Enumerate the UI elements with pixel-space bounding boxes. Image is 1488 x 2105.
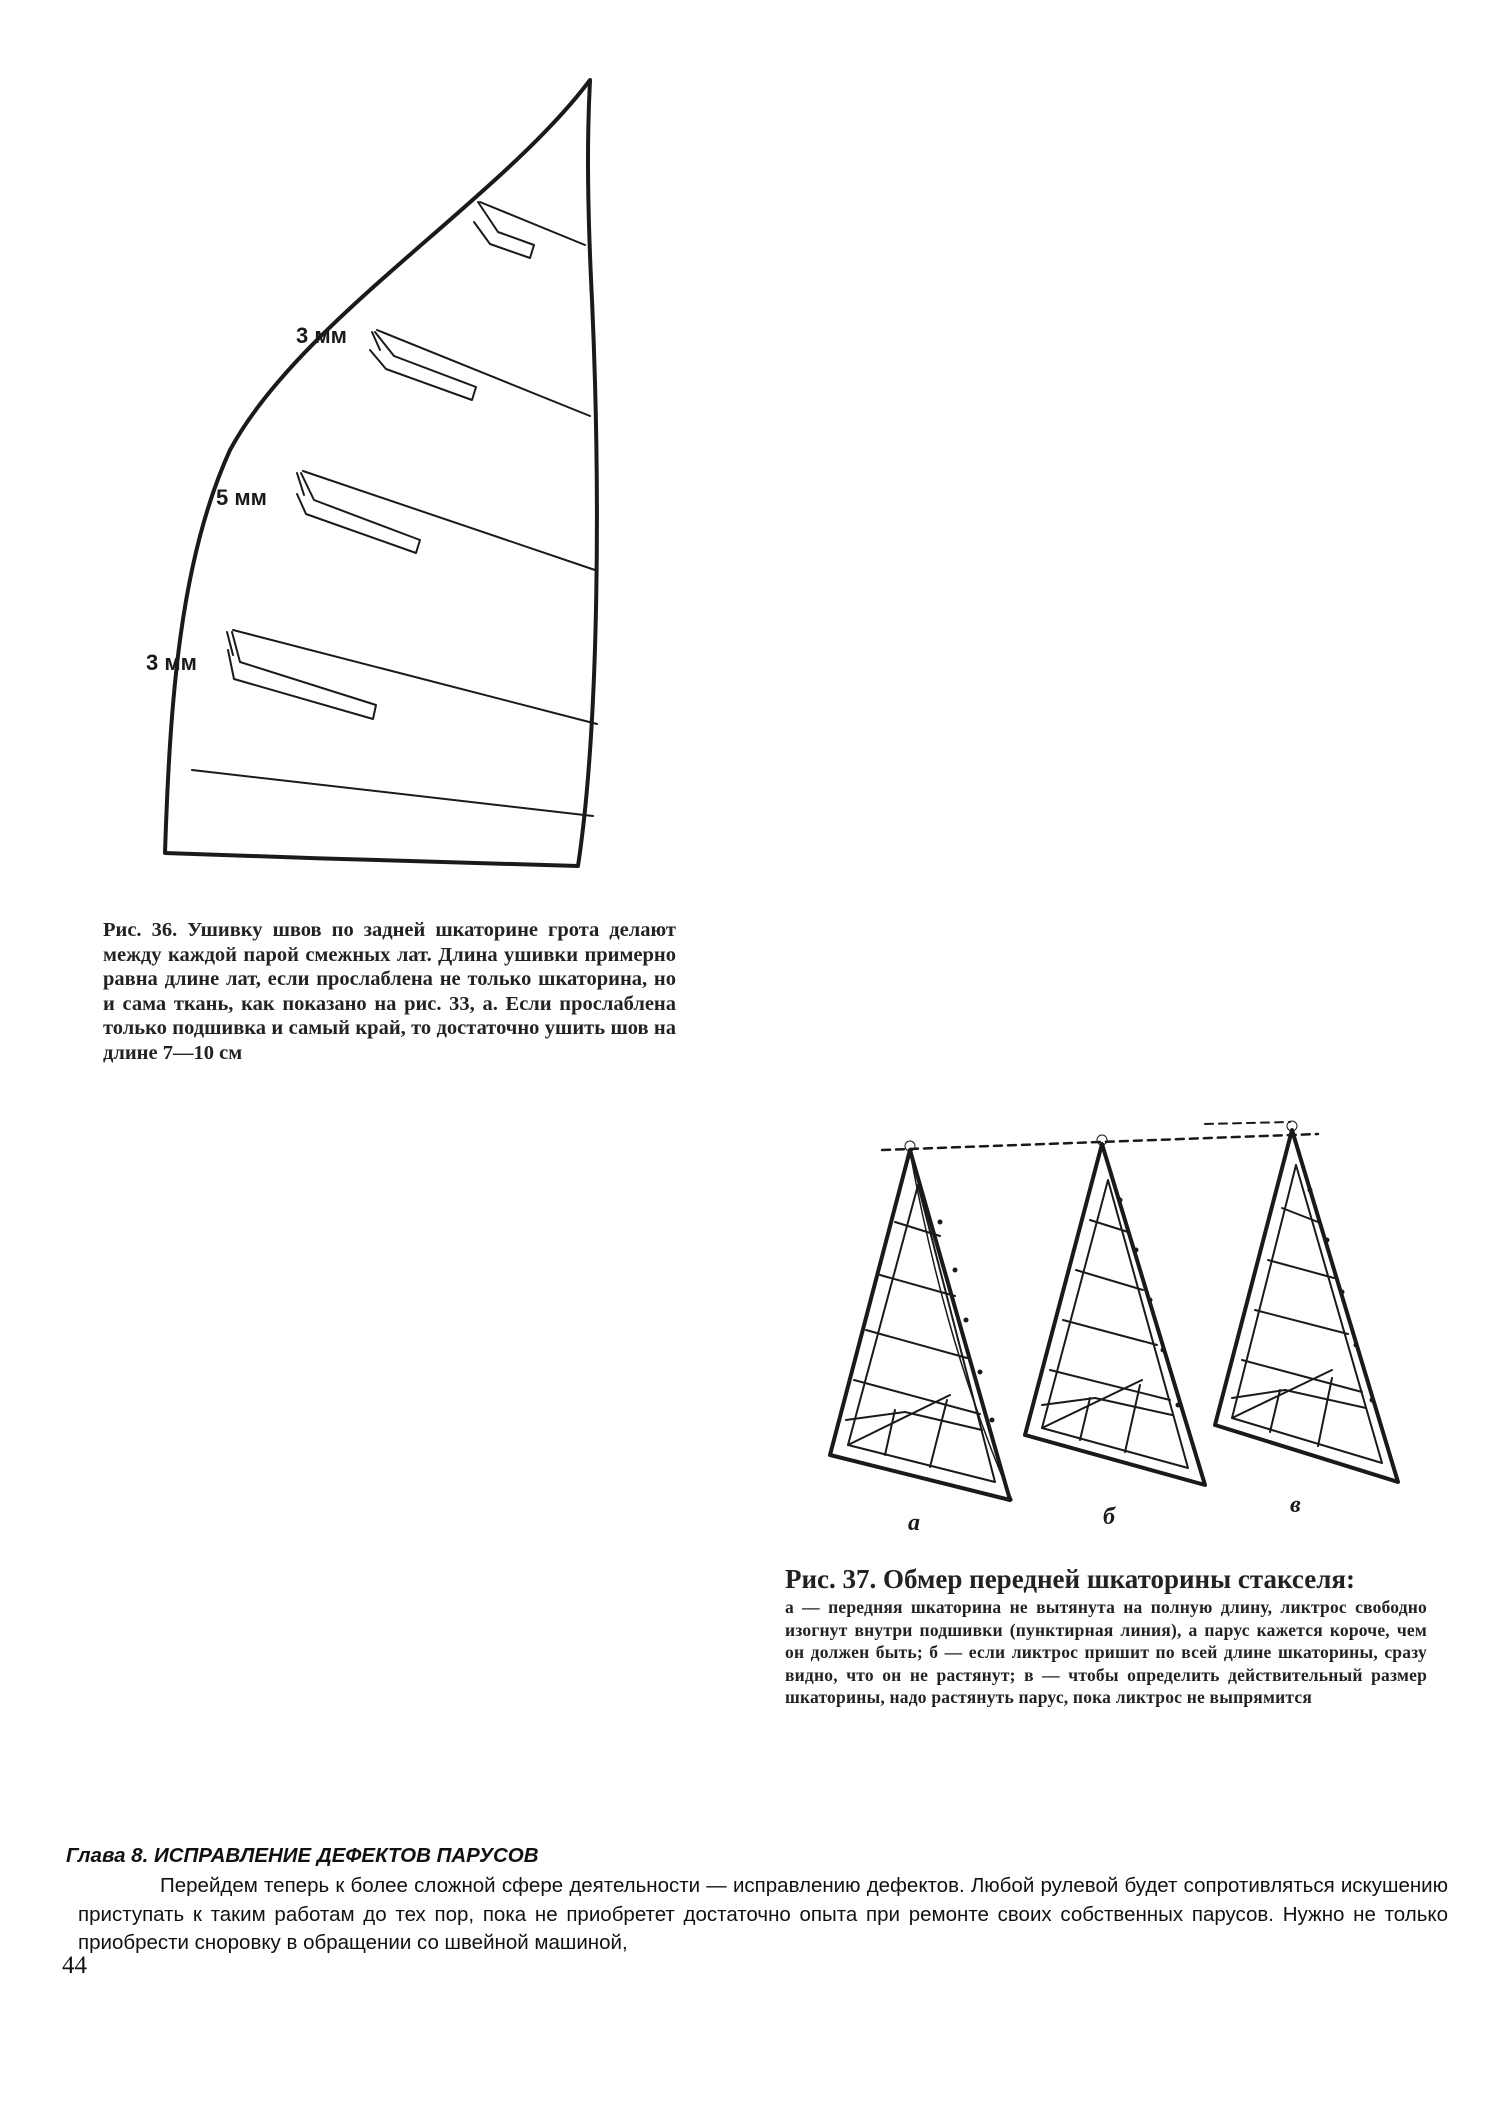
figure-37-caption: [785, 1562, 1427, 1709]
figure-36-caption: Рис. 36. Ушивку швов по задней шкаторине грота делают между каждой парой смежных лат. Длина ушивки примерно равна длине лат, если прослаблена не только шкаторина, но и сама ткань, как показано на рис. 33, а. Если прослаблена только подшивка и самый край, то достаточно ушить шов на длине 7—10 см: [103, 919, 676, 1064]
body-paragraph: [78, 1872, 1448, 1958]
body-paragraph-text: Перейдем теперь к более сложной сфере деятельности — исправлению дефектов. Любой рулевой будет сопротивляться искушению приступать к таким работам до тех пор, пока не приобретет достаточно опыта при ремонте своих собственных парусов. Нужно не только приобрести сноровку в обращении со швейной машиной,: [78, 1874, 1448, 1954]
dim-label-upper: 3 мм: [296, 323, 347, 348]
page-number: 44: [62, 1952, 87, 1979]
jib-b: [1025, 1135, 1205, 1485]
jib-v: [1215, 1121, 1398, 1482]
sub-label-v: в: [1290, 1492, 1301, 1518]
figure-37-caption-title: Рис. 37. Обмер передней шкаторины стакселя:: [785, 1564, 1355, 1594]
sub-label-b: б: [1103, 1504, 1115, 1530]
jib-a: [830, 1141, 1012, 1500]
dim-label-lower: 3 мм: [146, 650, 197, 675]
dim-label-middle: 5 мм: [216, 485, 267, 510]
chapter-title: Глава 8. ИСПРАВЛЕНИЕ ДЕФЕКТОВ ПАРУСОВ: [66, 1844, 539, 1867]
sub-label-a: а: [908, 1510, 920, 1536]
figure-37-caption-body: а — передняя шкаторина не вытянута на полную длину, ликтрос свободно изогнут внутри подшивки (пунктирная линия), а парус кажется короче, чем он должен быть; б — если ликтрос пришит по всей длине шкаторины, сразу видно, что он не растянут; в — чтобы определить действительный размер шкаторины, надо растянуть парус, пока ликтрос не выпрямится: [785, 1597, 1427, 1707]
